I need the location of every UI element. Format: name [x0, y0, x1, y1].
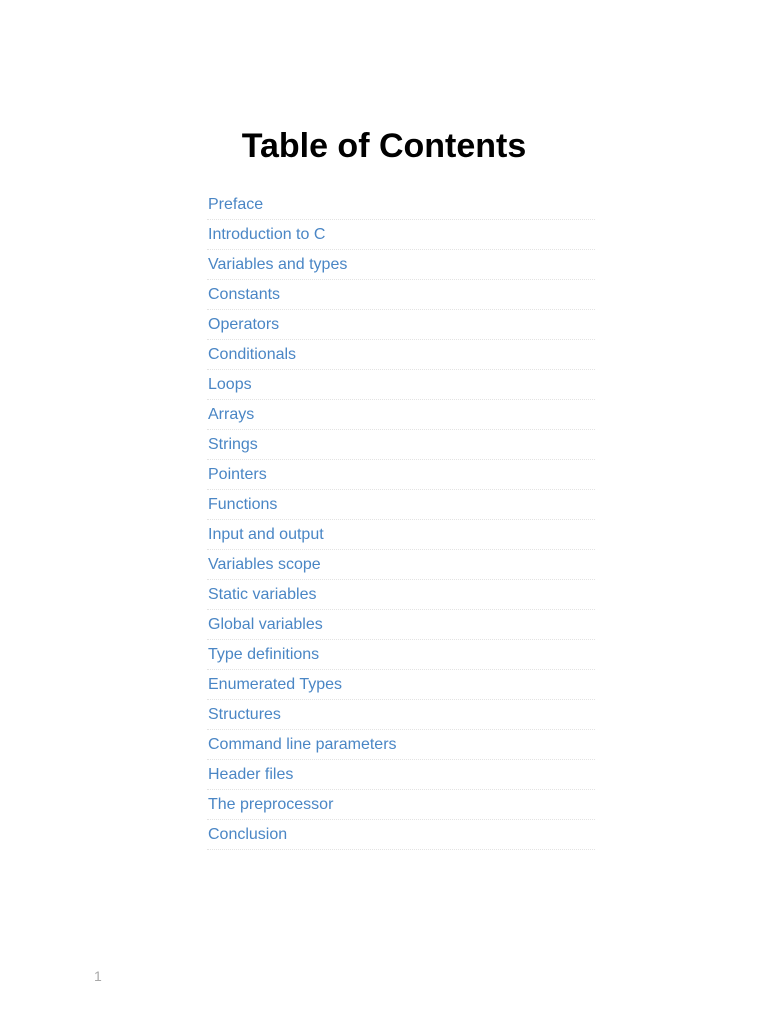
toc-item-command-line-parameters [207, 730, 595, 760]
toc-item-type-definitions [207, 640, 595, 670]
toc-item-pointers [207, 460, 595, 490]
toc-item-loops [207, 370, 595, 400]
toc-item-global-variables [207, 610, 595, 640]
toc-link-pointers[interactable]: Pointers [208, 465, 267, 483]
toc-item-the-preprocessor [207, 790, 595, 820]
toc-item-conditionals [207, 340, 595, 370]
toc-link-structures[interactable]: Structures [208, 705, 281, 723]
toc-link-the-preprocessor[interactable]: The preprocessor [208, 795, 334, 813]
toc-link-preface[interactable]: Preface [208, 195, 264, 213]
toc-link-enumerated-types[interactable]: Enumerated Types [208, 675, 343, 693]
page-number: 1 [94, 968, 102, 984]
toc-item-constants [207, 280, 595, 310]
toc-link-header-files[interactable]: Header files [208, 765, 294, 783]
toc-item-header-files [207, 760, 595, 790]
toc-item-introduction-to-c [207, 220, 595, 250]
toc-item-functions [207, 490, 595, 520]
toc-item-variables-and-types [207, 250, 595, 280]
toc-item-preface [207, 190, 595, 220]
toc-item-conclusion [207, 820, 595, 850]
toc-link-variables-and-types[interactable]: Variables and types [208, 255, 348, 273]
toc-link-command-line-parameters[interactable]: Command line parameters [208, 735, 397, 753]
toc-link-conclusion[interactable]: Conclusion [208, 825, 288, 843]
toc-link-introduction-to-c[interactable]: Introduction to C [208, 225, 326, 243]
toc-item-variables-scope [207, 550, 595, 580]
toc-link-constants[interactable]: Constants [208, 285, 281, 303]
toc-link-operators[interactable]: Operators [208, 315, 280, 333]
toc-item-static-variables [207, 580, 595, 610]
toc-link-input-and-output[interactable]: Input and output [208, 525, 324, 543]
toc-item-enumerated-types [207, 670, 595, 700]
toc-link-static-variables[interactable]: Static variables [208, 585, 317, 603]
toc-link-conditionals[interactable]: Conditionals [208, 345, 297, 363]
toc-item-input-and-output [207, 520, 595, 550]
toc-item-structures [207, 700, 595, 730]
toc-link-variables-scope[interactable]: Variables scope [208, 555, 321, 573]
toc-link-type-definitions[interactable]: Type definitions [208, 645, 320, 663]
toc-link-global-variables[interactable]: Global variables [208, 615, 323, 633]
toc-link-loops[interactable]: Loops [208, 375, 252, 393]
toc-link-functions[interactable]: Functions [208, 495, 278, 513]
toc-list [207, 190, 595, 850]
page-title: Table of Contents [241, 127, 527, 165]
toc-item-operators [207, 310, 595, 340]
toc-link-strings[interactable]: Strings [208, 435, 258, 453]
toc-link-arrays[interactable]: Arrays [208, 405, 255, 423]
toc-item-arrays [207, 400, 595, 430]
toc-item-strings [207, 430, 595, 460]
